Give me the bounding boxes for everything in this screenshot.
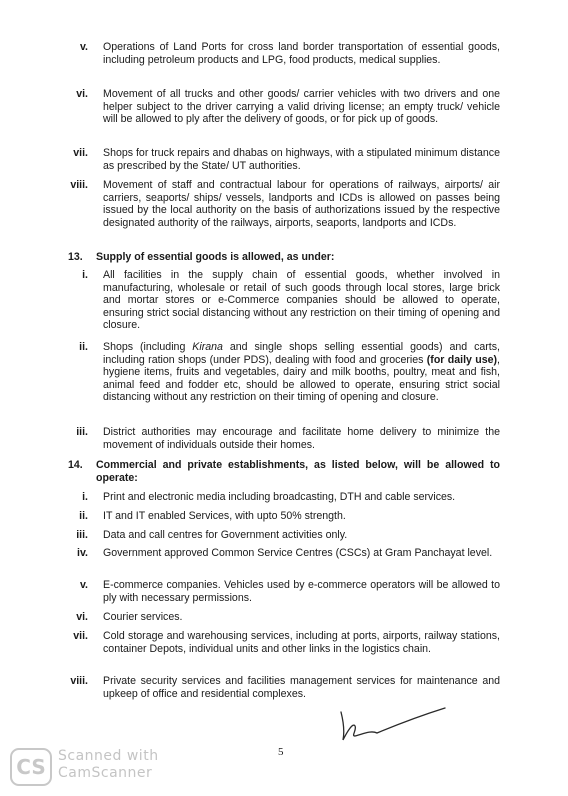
camscanner-watermark [10, 748, 160, 788]
item-number: vi. [76, 88, 88, 100]
item-text: Courier services. [103, 611, 183, 623]
item-number: i. [82, 269, 88, 281]
item-text: All facilities in the supply chain of essential goods, whether involved in manufacturing, wholesale or retail of such goods through local stores, large brick and mortar stores or e-Commerce companies should be allowed to operate, ensuring strict social distancing without any restriction on their timing of opening and closure. [103, 269, 500, 332]
item-text: E-commerce companies. Vehicles used by e-commerce operators will be allowed to ply with necessary permissions. [103, 579, 500, 604]
item-text: Movement of staff and contractual labour for operations of railways, airports/ air carriers, seaports/ ships/ vessels, landports and ICDs is allowed on passes being issued by the local authority on the basis of authorizations issued by the respective designated authority of the railways, airports, seaports, landports and ICDs. [103, 179, 500, 229]
item-number: iii. [76, 529, 88, 541]
item-text: Shops for truck repairs and dhabas on highways, with a stipulated minimum distance as prescribed by the State/ UT authorities. [103, 147, 500, 172]
item-text: Private security services and facilities management services for maintenance and upkeep of office and residential complexes. [103, 675, 500, 700]
item-number: v. [79, 41, 88, 53]
item-number: viii. [70, 675, 88, 687]
item-number: i. [82, 491, 88, 503]
item-text: Print and electronic media including broadcasting, DTH and cable services. [103, 491, 456, 503]
item-number: v. [79, 579, 88, 591]
item-text: Data and call centres for Government activities only. [103, 529, 348, 541]
item-text: Cold storage and warehousing services, including at ports, airports, railway stations, container Depots, individual units and other links in the logistics chain. [103, 630, 500, 655]
item-number: ii. [79, 510, 88, 522]
item-number: ii. [79, 341, 88, 353]
watermark-line-1: Scanned with [58, 748, 159, 764]
item-number: iv. [77, 547, 88, 559]
item-text: Operations of Land Ports for cross land border transportation of essential goods, including petroleum products and LPG, food products, medical supplies. [103, 41, 500, 66]
camscanner-logo-icon: CS [10, 748, 52, 786]
item-text: Government approved Common Service Centres (CSCs) at Gram Panchayat level. [103, 547, 493, 559]
signature [333, 700, 453, 750]
watermark-line-2: CamScanner [58, 765, 153, 781]
item-text: Movement of all trucks and other goods/ carrier vehicles with two drivers and one helper subject to the driver carrying a valid driving license; an empty truck/ vehicle will be allowed to ply after the delivery of goods, or for pick up of goods. [103, 88, 500, 126]
item-text: Shops (including Kirana and single shops selling essential goods) and carts, including ration shops (under PDS), dealing with food and groceries (for daily use), hygiene items, fruits and vegetables, dairy and milk booths, poultry, meat and fish, animal feed and fodder etc, should be allowed to operate, ensuring strict social distancing without any restriction on their timing of opening and closure. [103, 341, 500, 404]
section-title: Commercial and private establishments, as listed below, will be allowed to operate: [96, 459, 500, 484]
section-title: Supply of essential goods is allowed, as under: [96, 251, 335, 263]
item-number: viii. [70, 179, 88, 191]
item-number: vii. [73, 630, 88, 642]
item-text: IT and IT enabled Services, with upto 50% strength. [103, 510, 346, 522]
page-number: 5 [278, 746, 284, 758]
item-number: vi. [76, 611, 88, 623]
item-text: District authorities may encourage and facilitate home delivery to minimize the movement of individuals outside their homes. [103, 426, 500, 451]
section-number: 14. [68, 459, 83, 471]
item-number: iii. [76, 426, 88, 438]
section-number: 13. [68, 251, 83, 263]
item-number: vii. [73, 147, 88, 159]
